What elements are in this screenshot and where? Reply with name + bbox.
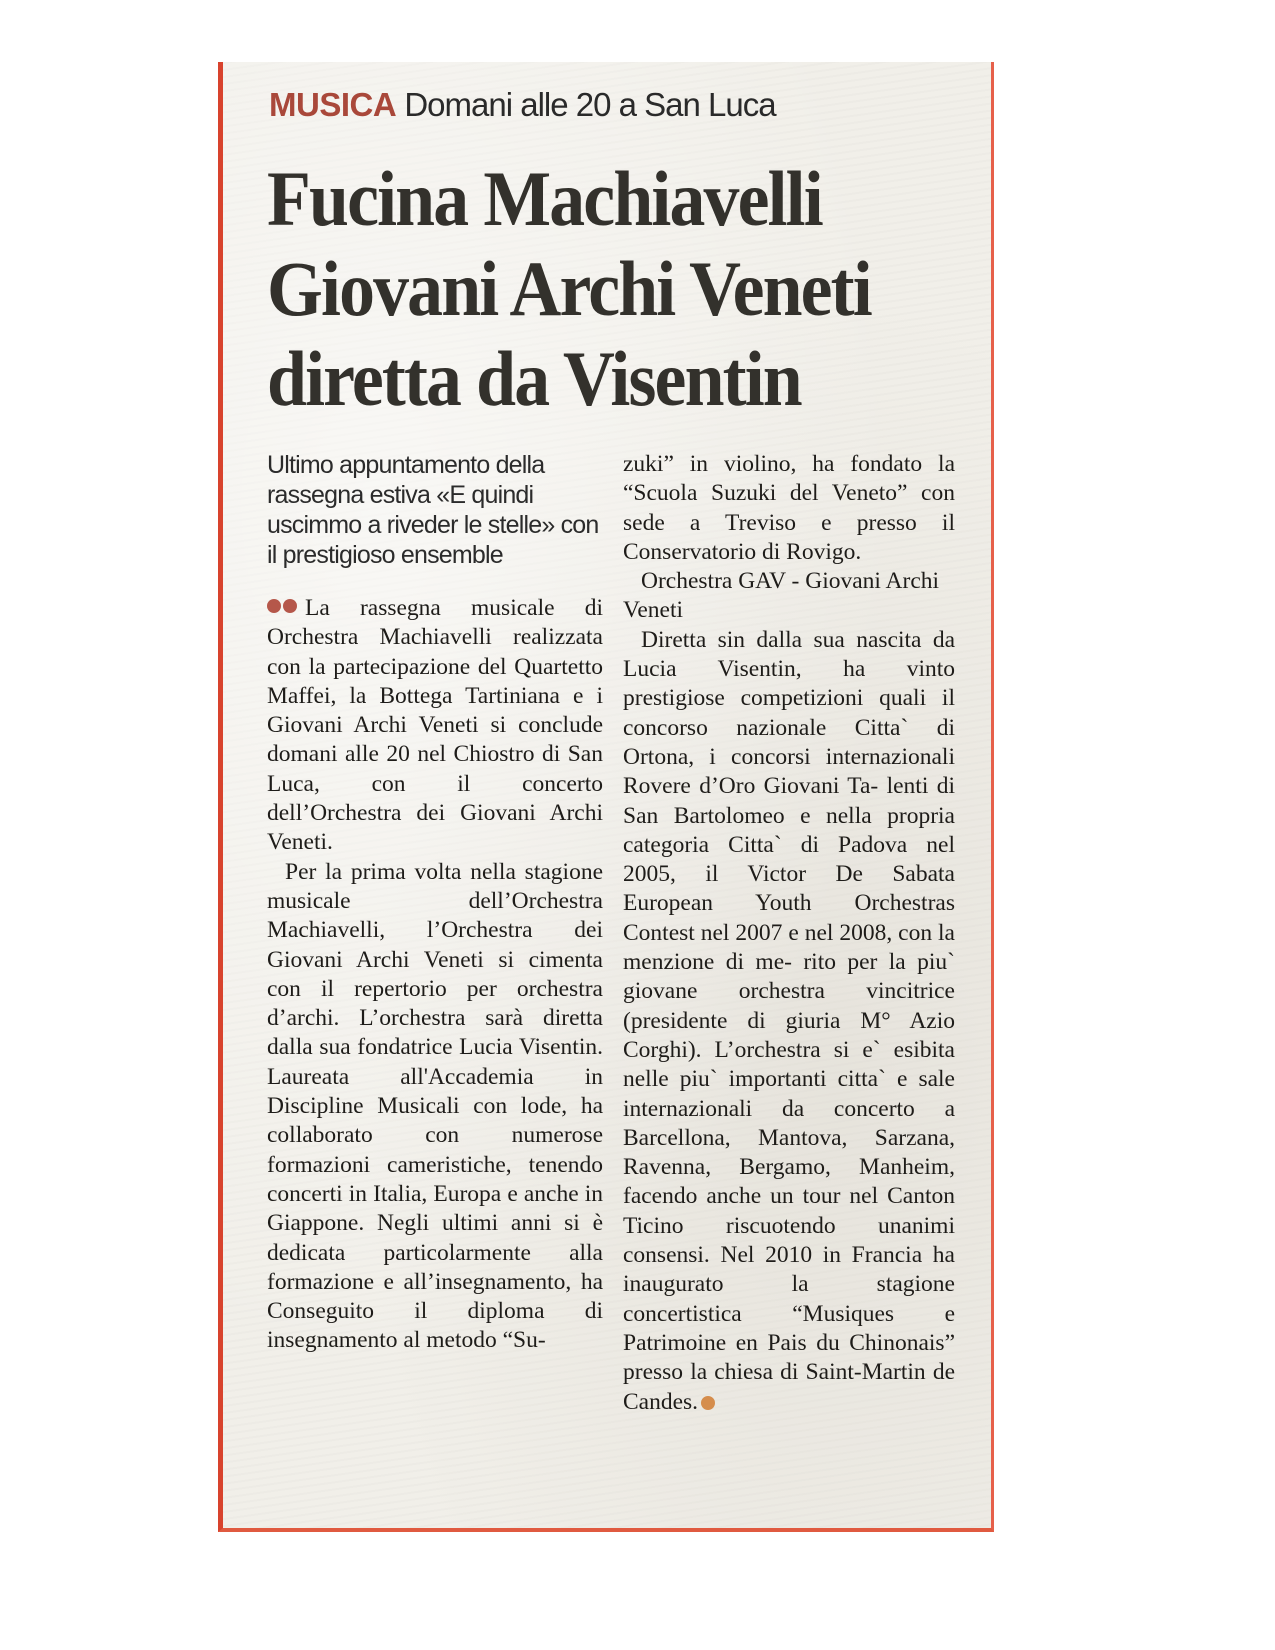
paragraph-text: La rassegna musicale di Orchestra Machiavelli realizzata con la partecipazione del Quartetto Maffei, la Bottega Tartiniana e i Giovani Archi Veneti si conclude domani alle 20 nel Chiostro di San Luca, con il concerto dell’Orchestra dei Giovani Archi Veneti. <box>267 595 603 856</box>
subhead: Orchestra GAV - Giovani Archi Veneti <box>623 568 940 624</box>
paragraph-text: Diretta sin dalla sua nascita da Lucia Visentin, ha vinto prestigiose competizioni quali il concorso nazionale Citta` di Ortona, i concorsi internazionali Rovere d’Oro Giovani Ta- lenti di San Bartolomeo e nella propria categoria Citta` di Padova nel 2005, il Victor De Sabata European Youth Orchestras Contest nel 2007 e nel 2008, con la menzione di me- rito per la piu` giovane orchestra vincitrice (presidente di giuria M° Azio Corghi). L’orchestra si e` esibita nelle piu` importanti citta` e sale internazionali da concerto a Barcellona, Mantova, Sarzana, Ravenna, Bergamo, Manheim, facendo anche un tour nel Canton Ticino riscuotendo unanimi consensi. Nel 2010 in Francia ha inaugurato la stagione concertistica “Musiques e Patrimoine en Pais du Chinonais” presso la chiesa di Saint-Martin de Candes. <box>623 626 955 1415</box>
headline-line: Fucina Machiavelli <box>267 155 822 242</box>
continuation-paragraph: zuki” in violino, ha fondato la “Scuola Suzuki del Veneto” con sede a Treviso e presso il Conservatorio di Rovigo. <box>623 451 955 565</box>
left-column <box>267 450 603 1356</box>
section-tag: MUSICA <box>269 86 397 123</box>
right-column <box>623 450 955 1417</box>
body-paragraph <box>267 858 603 1356</box>
headline-line: diretta da Visentin <box>267 335 801 422</box>
kicker-text: Domani alle 20 a San Luca <box>404 86 776 123</box>
summary: Ultimo appuntamento della rassegna estiva «E quindi uscimmo a riveder le stelle» con il prestigioso ensemble <box>267 451 599 569</box>
headline-line: Giovani Archi Veneti <box>267 245 871 332</box>
body-paragraph <box>267 592 603 858</box>
headline <box>267 154 929 424</box>
body-paragraph <box>623 626 955 1417</box>
end-mark-icon <box>701 1396 715 1410</box>
newspaper-clipping <box>218 62 994 1532</box>
kicker <box>269 86 776 124</box>
paragraph-text: Per la prima volta nella stagione musicale dell’Orchestra Machiavelli, l’Orchestra dei Giovani Archi Veneti si cimenta con il repertorio per orchestra d’archi. L’orchestra sarà diretta dalla sua fondatrice Lucia Visentin. Laureata all'Accademia in Discipline Musicali con lode, ha collaborato con numerose formazioni cameristiche, tenendo concerti in Italia, Europa e anche in Giappone. Negli ultimi anni si è dedicata particolarmente alla formazione e all’insegnamento, ha Conseguito il diploma di insegnamento al metodo “Su- <box>267 858 603 1354</box>
start-bullets-icon <box>267 592 299 621</box>
